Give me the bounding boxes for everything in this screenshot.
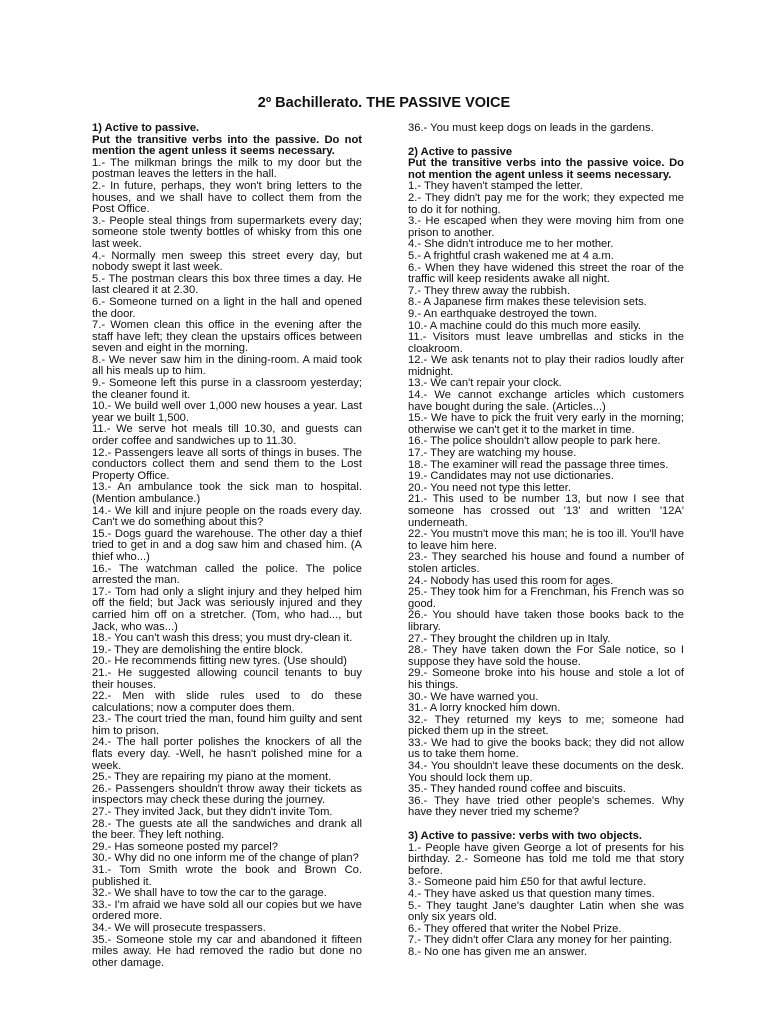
exercise-item: 22.- Men with slide rules used to do these calculations; now a computer does them. <box>92 690 362 714</box>
exercise-item: 2.- In future, perhaps, they won't bring letters to the houses, and we shall have to collect them from the Post Office. <box>92 179 362 216</box>
exercise-item: 6.- They offered that writer the Nobel Prize. <box>408 922 622 935</box>
exercise-item: 20.- You need not type this letter. <box>408 481 571 494</box>
exercise-item: 26.- Passengers shouldn't throw away their tickets as inspectors may check these during the journey. <box>92 782 362 807</box>
exercise-item: 2.- They didn't pay me for the work; they expected me to do it for nothing. <box>408 191 684 216</box>
exercise-item: 10.- We build well over 1,000 new houses a year. Last year we built 1,500. <box>92 400 362 424</box>
exercise-item: 34.- We will prosecute trespassers. <box>92 921 266 934</box>
exercise-item: 15.- We have to pick the fruit very early in the morning; otherwise we can't get it to the market in time. <box>408 412 684 436</box>
exercise-item: 35.- They handed round coffee and biscuits. <box>408 783 626 796</box>
exercise-item: 11.- Visitors must leave umbrellas and sticks in the cloakroom. <box>408 331 684 355</box>
exercise-item: 16.- The police shouldn't allow people to park here. <box>408 435 661 448</box>
exercise-item: 4.- They have asked us that question many times. <box>408 888 655 900</box>
exercise-item: 3.- People steal things from supermarkets every day; someone stole twenty bottles of whisky from this one last week. <box>92 214 362 250</box>
exercise-item: 23.- The court tried the man, found him guilty and sent him to prison. <box>92 713 362 737</box>
exercise-item: 31.- Tom Smith wrote the book and Brown Co. published it. <box>92 864 362 888</box>
exercise-item: 36.- They have tried other people's schemes. Why have they never tried my scheme? <box>408 794 684 819</box>
section1-item-36: 36.- You must keep dogs on leads in the gardens. <box>408 122 654 134</box>
exercise-item: 14.- We kill and injure people on the roads every day. Can't we do something about this? <box>92 504 362 529</box>
exercise-item: 32.- They returned my keys to me; someone had picked them up in the street. <box>408 713 684 738</box>
exercise-item: 4.- She didn't introduce me to her mother. <box>408 238 614 251</box>
exercise-item: 22.- You mustn't move this man; he is too ill. You'll have to leave him here. <box>408 528 684 552</box>
exercise-item: 19.- Candidates may not use dictionaries. <box>408 470 614 483</box>
exercise-item: 6.- When they have widened this street the roar of the traffic will keep residents awake all night. <box>408 261 684 286</box>
exercise-item: 7.- They didn't offer Clara any money for her painting. <box>408 934 673 947</box>
exercise-item: 32.- We shall have to tow the car to the garage. <box>92 887 327 900</box>
section2-heading: 2) Active to passive <box>408 145 513 158</box>
exercise-item: 1.- People have given George a lot of presents for his birthday. 2.- Someone has told me told me that story before. <box>408 841 684 877</box>
exercise-item: 25.- They took him for a Frenchman, his French was so good. <box>408 586 684 610</box>
exercise-item: 19.- They are demolishing the entire block. <box>92 643 304 656</box>
section1-instruction: Put the transitive verbs into the passive. Do not mention the agent unless it seems necessary. <box>92 133 362 158</box>
exercise-item: 21.- This used to be number 13, but now I see that someone has crossed out '13' and written '12A' underneath. <box>408 493 684 529</box>
exercise-item: 5.- A frightful crash wakened me at 4 a.m. <box>408 249 614 262</box>
exercise-item: 4.- Normally men sweep this street every day, but nobody swept it last week. <box>92 249 362 274</box>
section2-list <box>408 181 684 819</box>
exercise-item: 3.- Someone paid him £50 for that awful lecture. <box>408 876 647 889</box>
exercise-item: 12.- Passengers leave all sorts of things in buses. The conductors collect them and send them to the Lost Property Office. <box>92 446 362 482</box>
exercise-item: 18.- You can't wash this dress; you must dry-clean it. <box>92 632 353 645</box>
exercise-item: 30.- Why did no one inform me of the change of plan? <box>92 852 359 865</box>
exercise-item: 5.- They taught Jane's daughter Latin when she was only six years old. <box>408 899 684 924</box>
section1-heading: 1) Active to passive. <box>92 122 200 134</box>
exercise-item: 30.- We have warned you. <box>408 690 539 703</box>
section3-heading: 3) Active to passive: verbs with two objects. <box>408 830 642 843</box>
exercise-item: 34.- You shouldn't leave these documents on the desk. You should lock them up. <box>408 760 684 784</box>
exercise-item: 7.- Women clean this office in the evening after the staff have left; they clean the upstairs offices between seven and eight in the morning. <box>92 319 362 355</box>
exercise-item: 28.- The guests ate all the sandwiches and drank all the beer. They left nothing. <box>92 817 362 842</box>
exercise-item: 26.- You should have taken those books back to the library. <box>408 609 684 633</box>
section-gap <box>408 135 684 147</box>
exercise-item: 25.- They are repairing my piano at the moment. <box>92 771 332 784</box>
exercise-item: 13.- We can't repair your clock. <box>408 377 562 390</box>
exercise-item: 17.- They are watching my house. <box>408 447 577 460</box>
exercise-item: 1.- The milkman brings the milk to my door but the postman leaves the letters in the hall. <box>92 156 362 181</box>
exercise-item: 28.- They have taken down the For Sale notice, so I suppose they have sold the house. <box>408 644 684 668</box>
exercise-item: 31.- A lorry knocked him down. <box>408 702 561 715</box>
exercise-item: 11.- We serve hot meals till 10.30, and guests can order coffee and sandwiches up to 11.30. <box>92 423 362 448</box>
exercise-item: 29.- Has someone posted my parcel? <box>92 840 278 853</box>
exercise-item: 24.- The hall porter polishes the knockers of all the flats every day. -Well, he hasn't polished mine for a week. <box>92 736 362 772</box>
exercise-item: 15.- Dogs guard the warehouse. The other day a thief tried to get in and a dog saw him and chased him. (A thief who...) <box>92 527 362 563</box>
exercise-item: 8.- We never saw him in the dining-room. A maid took all his meals up to him. <box>92 353 362 378</box>
exercise-item: 35.- Someone stole my car and abandoned it fifteen miles away. He had removed the radio but done no other damage. <box>92 933 362 969</box>
exercise-item: 13.- An ambulance took the sick man to hospital. (Mention ambulance.) <box>92 481 362 505</box>
exercise-item: 33.- I'm afraid we have sold all our copies but we have ordered more. <box>92 898 362 923</box>
exercise-item: 14.- We cannot exchange articles which customers have bought during the sale. (Articles...) <box>408 389 684 413</box>
exercise-item: 33.- We had to give the books back; they did not allow us to take them home. <box>408 736 684 761</box>
exercise-item: 8.- A Japanese firm makes these television sets. <box>408 296 647 309</box>
exercise-item: 10.- A machine could do this much more easily. <box>408 319 641 332</box>
right-column <box>408 123 684 959</box>
exercise-item: 18.- The examiner will read the passage three times. <box>408 458 669 471</box>
section3-list <box>408 843 684 959</box>
exercise-item: 7.- They threw away the rubbish. <box>408 284 571 297</box>
exercise-item: 9.- Someone left this purse in a classroom yesterday; the cleaner found it. <box>92 377 362 401</box>
exercise-item: 9.- An earthquake destroyed the town. <box>408 307 598 320</box>
exercise-item: 27.- They brought the children up in Italy. <box>408 632 611 645</box>
exercise-item: 16.- The watchman called the police. The police arrested the man. <box>92 562 362 587</box>
exercise-item: 29.- Someone broke into his house and stole a lot of his things. <box>408 667 684 691</box>
exercise-item: 23.- They searched his house and found a number of stolen articles. <box>408 551 684 575</box>
exercise-item: 1.- They haven't stamped the letter. <box>408 180 583 193</box>
left-column <box>92 123 362 969</box>
exercise-item: 21.- He suggested allowing council tenants to buy their houses. <box>92 666 362 691</box>
page-title: 2º Bachillerato. THE PASSIVE VOICE <box>257 95 511 111</box>
exercise-item: 17.- Tom had only a slight injury and they helped him off the field; but Jack was seriously injured and they carried him off on a stretcher. (Tom, who had..., but Jack, who was...) <box>92 585 362 633</box>
section2-instruction: Put the transitive verbs into the passive voice. Do not mention the agent unless it seems necessary. <box>408 157 684 181</box>
exercise-item: 24.- Nobody has used this room for ages. <box>408 574 614 587</box>
exercise-item: 8.- No one has given me an answer. <box>408 945 588 958</box>
exercise-item: 20.- He recommends fitting new tyres. (Use should) <box>92 655 347 668</box>
exercise-item: 12.- We ask tenants not to play their radios loudly after midnight. <box>408 354 684 378</box>
section1-list <box>92 158 362 970</box>
exercise-item: 5.- The postman clears this box three times a day. He last cleared it at 2.30. <box>92 272 362 297</box>
exercise-item: 27.- They invited Jack, but they didn't invite Tom. <box>92 806 333 819</box>
exercise-item: 6.- Someone turned on a light in the hall and opened the door. <box>92 295 362 320</box>
exercise-item: 3.- He escaped when they were moving him from one prison to another. <box>408 215 684 239</box>
